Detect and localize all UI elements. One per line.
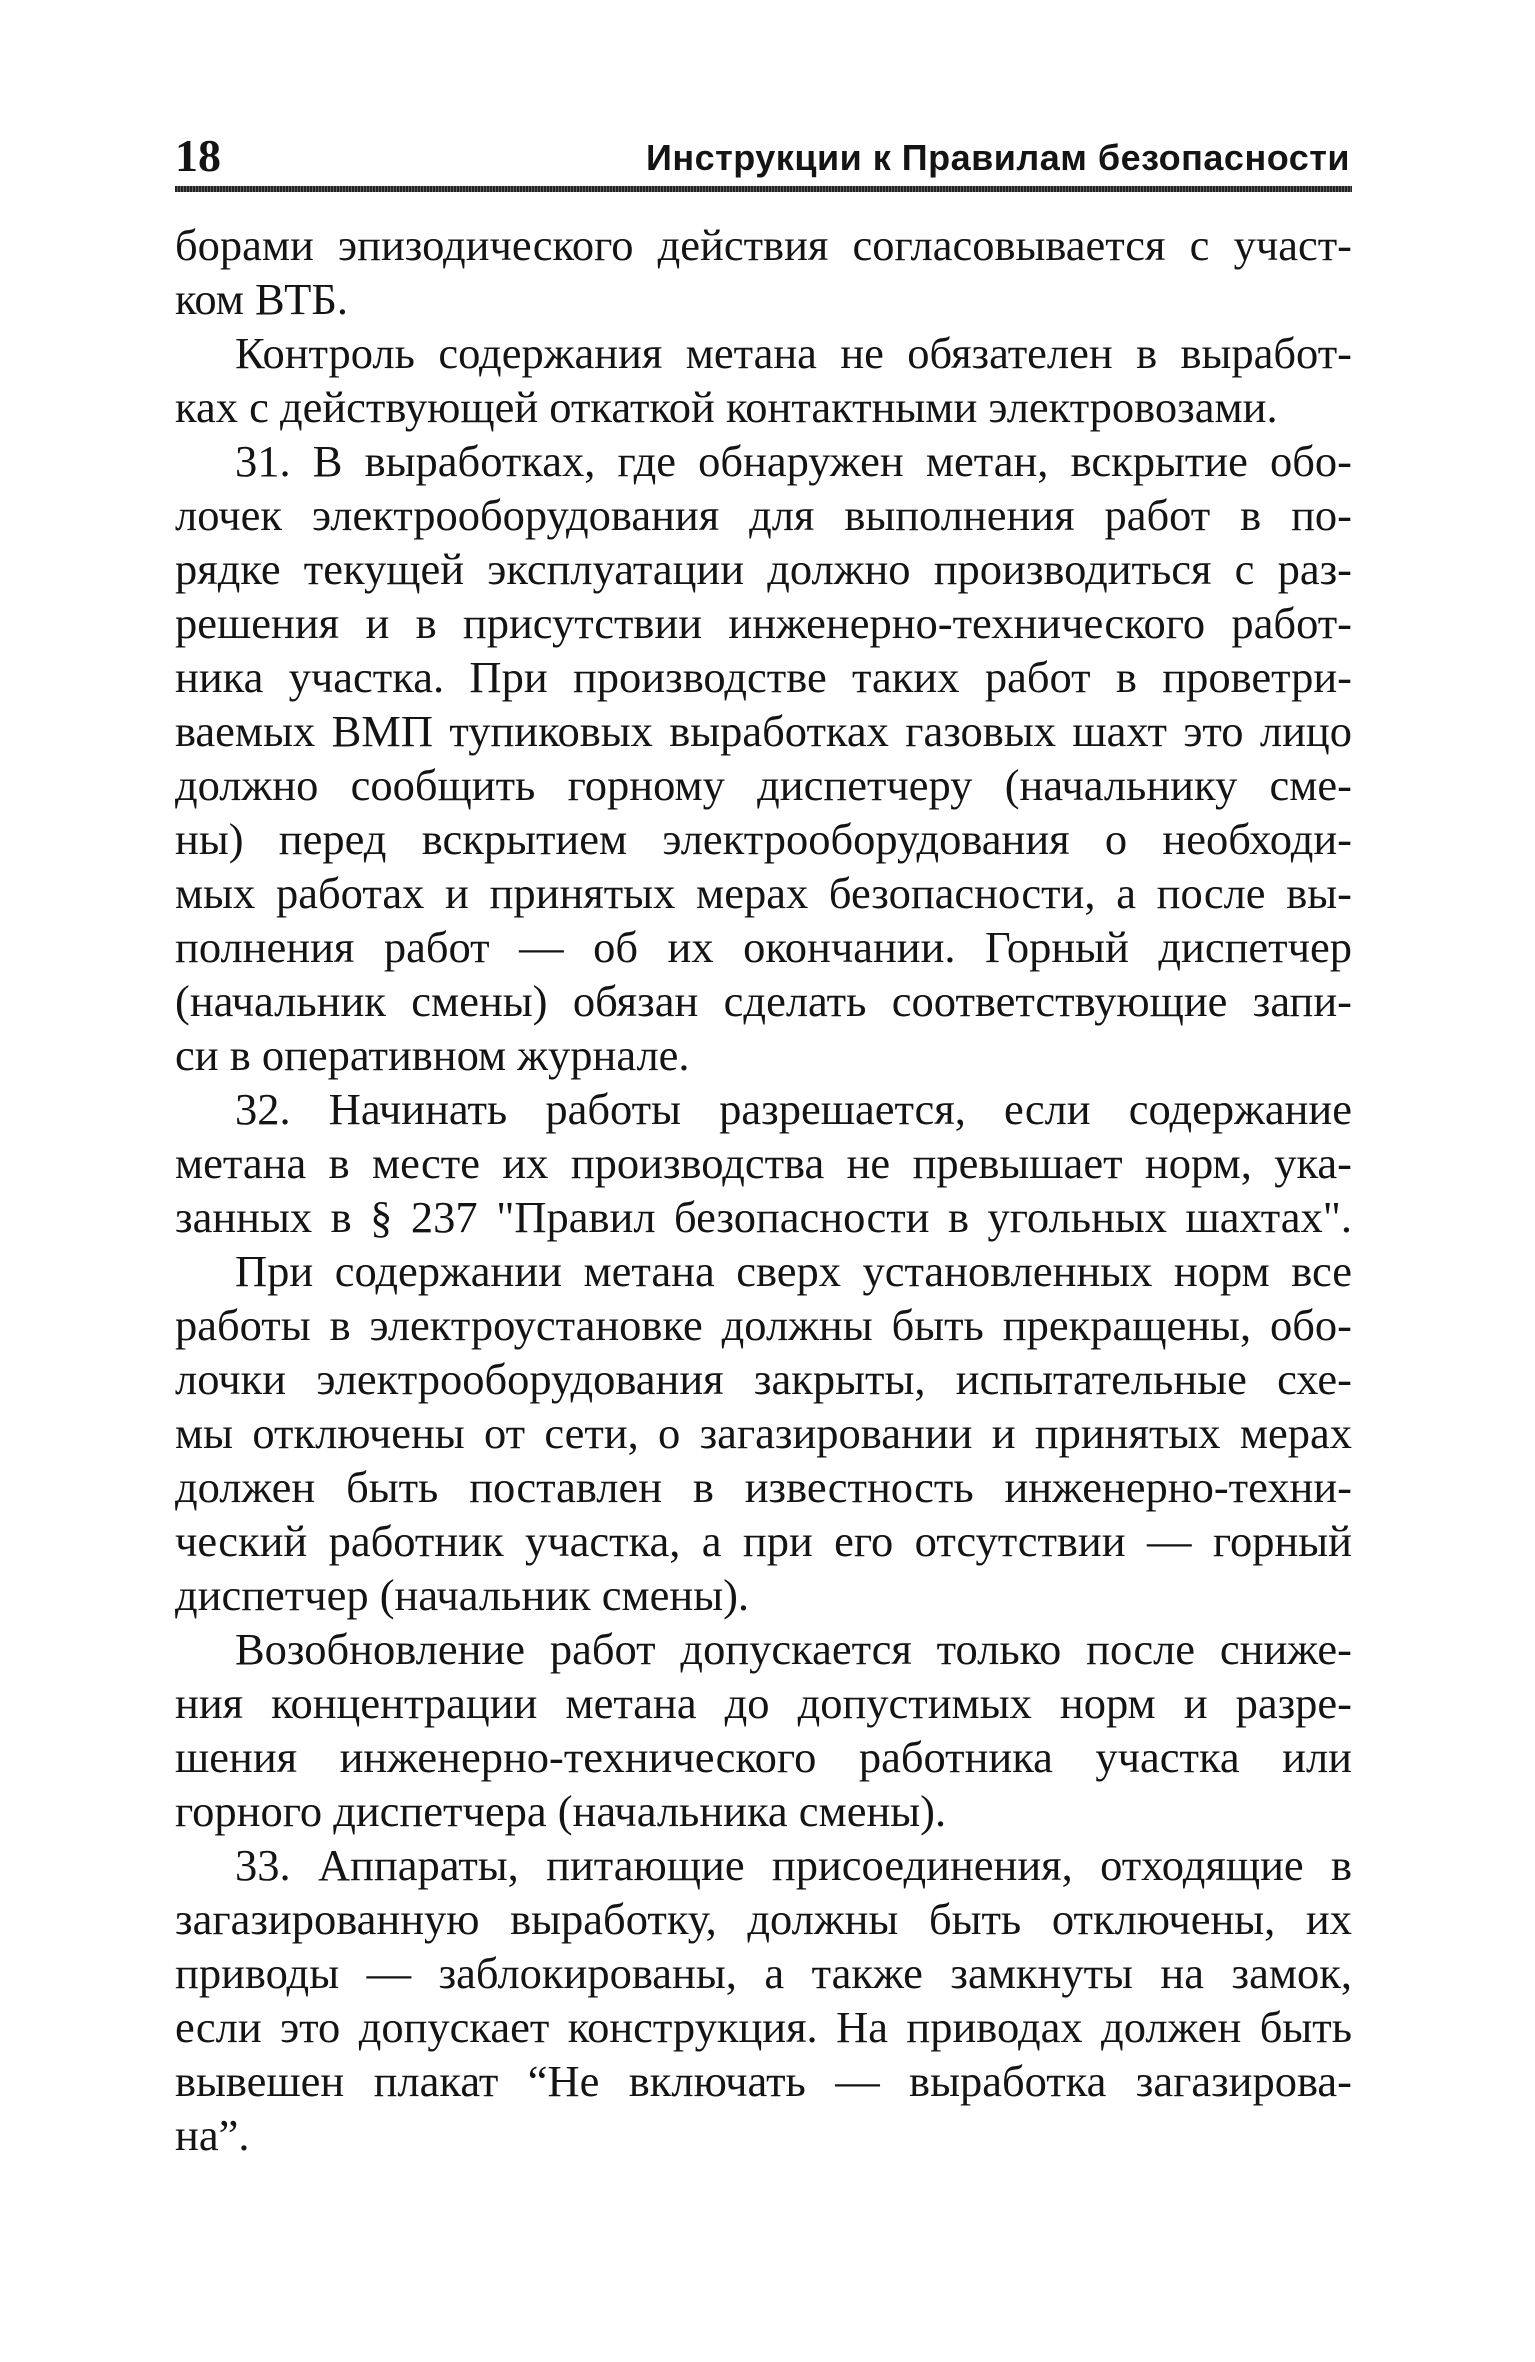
text-line: ника участка. При производстве таких работ в проветри- [175,652,1352,702]
text-line: си в оперативном журнале. [175,1030,690,1080]
text-line: должно сообщить горному диспетчеру (начальнику сме- [175,760,1352,810]
text-line: если это допускает конструкция. На приводах должен быть [175,2002,1352,2052]
text-line: диспетчер (начальник смены). [175,1570,750,1620]
text-line: лочки электрооборудования закрыты, испытательные схе- [175,1354,1352,1404]
text-line: мых работах и принятых мерах безопасности, а после вы- [175,868,1352,918]
text-line: загазированную выработку, должны быть отключены, их [175,1894,1352,1944]
text-line: занных в § 237 "Правил безопасности в угольных шахтах". [175,1192,1352,1242]
text-line: горного диспетчера (начальника смены). [175,1786,947,1836]
text-line: ваемых ВМП тупиковых выработках газовых шахт это лицо [175,706,1352,756]
text-line: (начальник смены) обязан сделать соответствующие запи- [175,976,1352,1026]
text-line: 32. Начинать работы разрешается, если содержание [235,1084,1352,1134]
body-text [175,218,1352,2162]
text-line: мы отключены от сети, о загазировании и принятых мерах [175,1408,1352,1458]
text-line: вывешен плакат “Не включать — выработка загазирова- [175,2056,1352,2106]
text-line: рядке текущей эксплуатации должно производиться с раз- [175,544,1352,594]
text-line: работы в электроустановке должны быть прекращены, обо- [175,1300,1352,1350]
text-line: ны) перед вскрытием электрооборудования о необходи- [175,814,1352,864]
text-line: Контроль содержания метана не обязателен в выработ- [235,328,1352,378]
text-line: на”. [175,2110,250,2160]
text-line: борами эпизодического действия согласовывается с участ- [175,220,1352,270]
text-line: метана в месте их производства не превышает норм, ука- [175,1138,1352,1188]
text-line: ния концентрации метана до допустимых норм и разре- [175,1678,1352,1728]
text-line: При содержании метана сверх установленных норм все [235,1246,1352,1296]
text-line: ческий работник участка, а при его отсутствии — горный [175,1516,1352,1566]
running-head: Инструкции к Правилам безопасности [646,137,1350,178]
text-line: полнения работ — об их окончании. Горный диспетчер [175,922,1352,972]
text-line: лочек электрооборудования для выполнения работ в по- [175,490,1352,540]
page-header [175,128,1350,190]
text-line: ках с действующей откаткой контактными электровозами. [175,382,1278,432]
text-line: ком ВТБ. [175,274,349,324]
text-line: 31. В выработках, где обнаружен метан, вскрытие обо- [235,436,1352,486]
text-line: 33. Аппараты, питающие присоединения, отходящие в [235,1840,1352,1890]
text-line: приводы — заблокированы, а также замкнуты на замок, [175,1948,1352,1998]
page-number: 18 [175,130,221,181]
text-line: Возобновление работ допускается только после сниже- [235,1624,1352,1674]
text-line: должен быть поставлен в известность инженерно-техни- [175,1462,1352,1512]
header-rule [175,186,1352,192]
text-line: решения и в присутствии инженерно-технического работ- [175,598,1352,648]
text-line: шения инженерно-технического работника участка или [175,1732,1352,1782]
